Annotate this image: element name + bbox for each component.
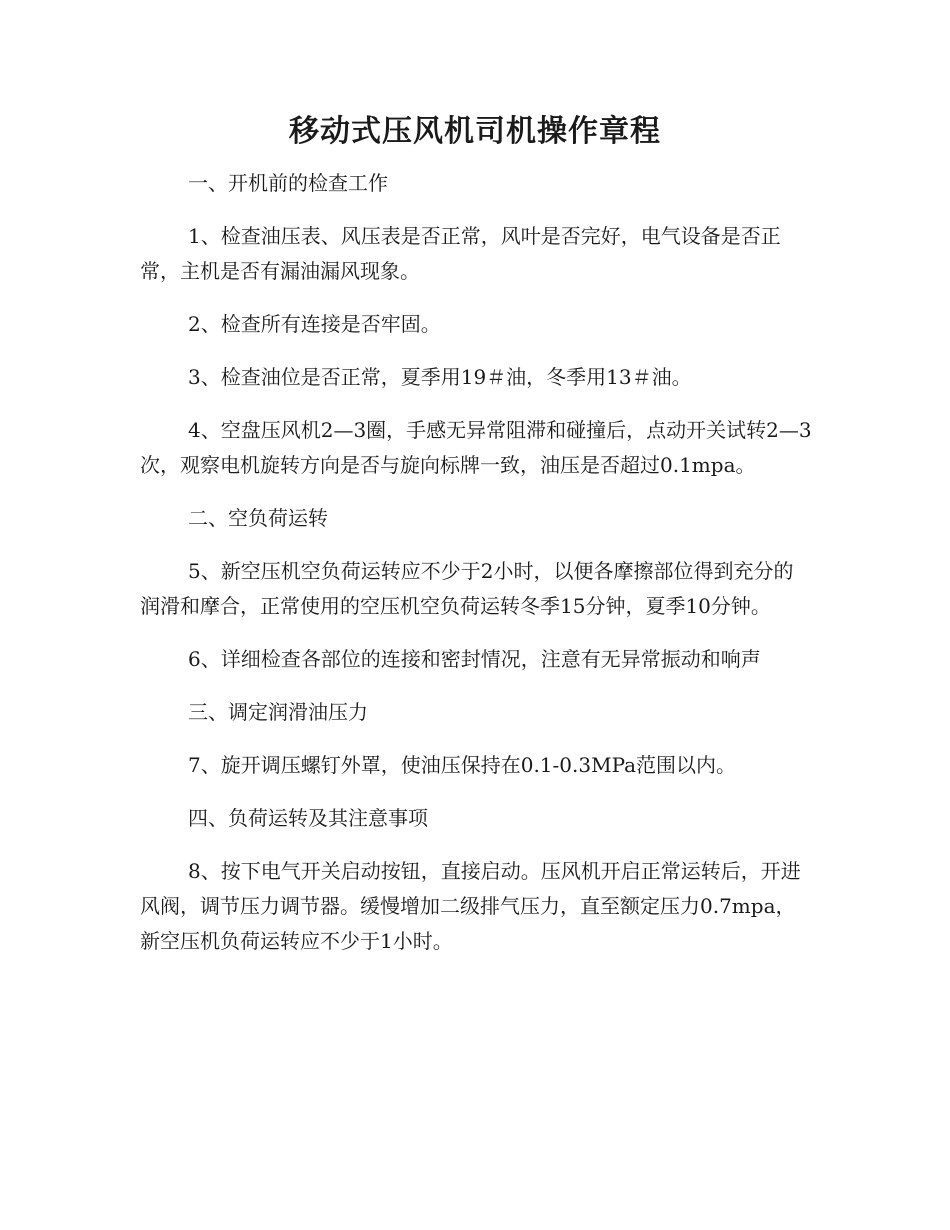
paragraph-1: 1、检查油压表、风压表是否正常，风叶是否完好，电气设备是否正常，主机是否有漏油漏风现象。 bbox=[140, 224, 781, 283]
document-body bbox=[140, 166, 812, 977]
paragraph-5: 5、新空压机空负荷运转应不少于2小时，以便各摩擦部位得到充分的润滑和摩合，正常使用的空压机空负荷运转冬季15分钟，夏季10分钟。 bbox=[140, 559, 794, 618]
section-heading-4: 四、负荷运转及其注意事项 bbox=[188, 806, 428, 830]
section-heading-2: 二、空负荷运转 bbox=[188, 506, 328, 530]
section-heading-1: 一、开机前的检查工作 bbox=[188, 171, 388, 195]
document-title: 移动式压风机司机操作章程 bbox=[289, 114, 661, 149]
paragraph-3: 3、检查油位是否正常，夏季用19＃油，冬季用13＃油。 bbox=[188, 365, 692, 389]
paragraph-4: 4、空盘压风机2—3圈，手感无异常阻滞和碰撞后，点动开关试转2—3次，观察电机旋转方向是否与旋向标牌一致，油压是否超过0.1mpa。 bbox=[140, 418, 812, 477]
paragraph-8: 8、按下电气开关启动按钮，直接启动。压风机开启正常运转后，开进风阀，调节压力调节器。缓慢增加二级排气压力，直至额定压力0.7mpa，新空压机负荷运转应不少于1小时。 bbox=[140, 859, 801, 953]
paragraph-2: 2、检查所有连接是否牢固。 bbox=[188, 312, 441, 336]
paragraph-7: 7、旋开调压螺钉外罩，使油压保持在0.1-0.3MPa范围以内。 bbox=[188, 753, 737, 777]
section-heading-3: 三、调定润滑油压力 bbox=[188, 700, 368, 724]
paragraph-6: 6、详细检查各部位的连接和密封情况，注意有无异常振动和响声 bbox=[188, 647, 761, 671]
